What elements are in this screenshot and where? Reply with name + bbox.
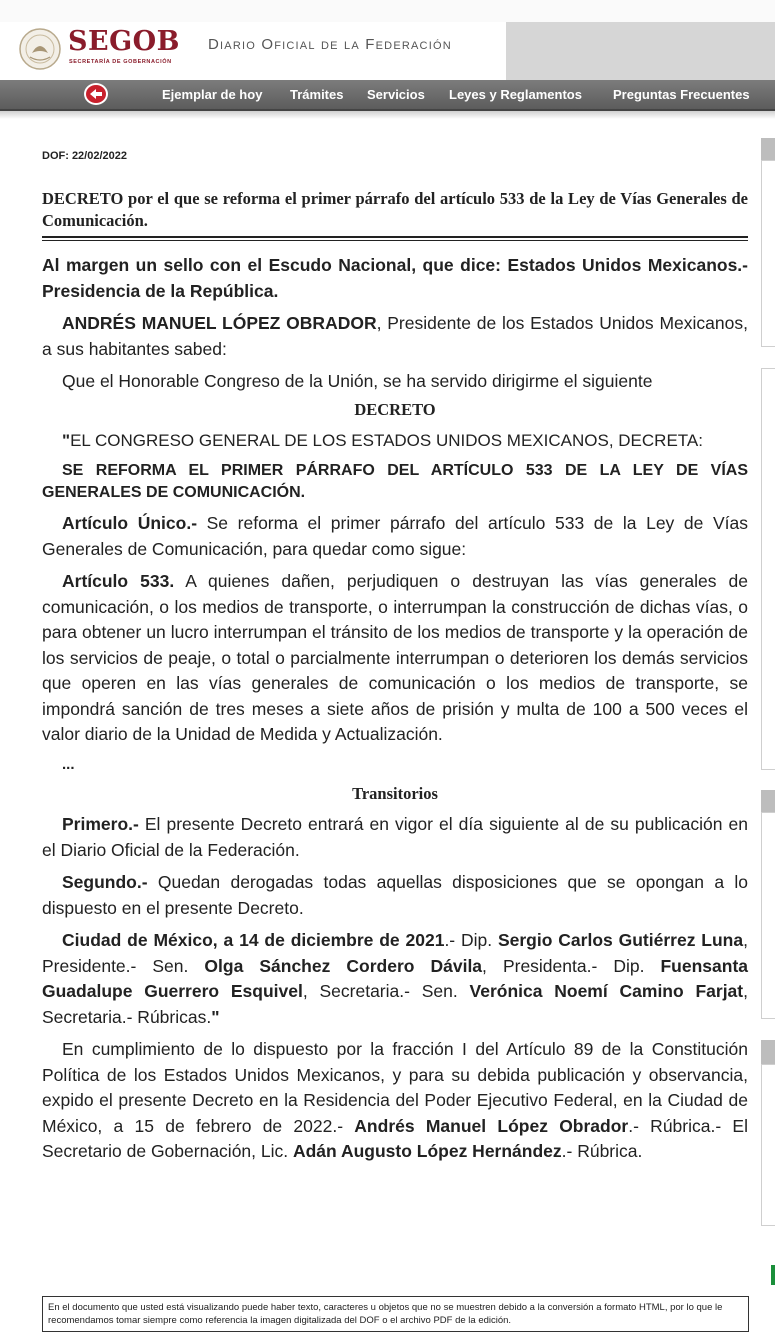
header-banner-area: [506, 22, 775, 80]
nav-ejemplar-de-hoy[interactable]: Ejemplar de hoy: [162, 87, 263, 102]
side-panel-header-3: [761, 1040, 775, 1064]
dof-date: DOF: 22/02/2022: [42, 150, 127, 162]
paragraph-reforma-heading: SE REFORMA EL PRIMER PÁRRAFO DEL ARTÍCULO 533 DE LA LEY DE VÍAS GENERALES DE COMUNICACIÓN.: [42, 462, 748, 501]
paragraph-president: [42, 311, 748, 362]
segundo-text: Quedan derogadas todas aquellas disposiciones que se opongan a lo dispuesto en el presente Decreto.: [42, 872, 748, 918]
signer-3: Fuensanta Guadalupe Guerrero Esquivel: [42, 955, 749, 1001]
president-name: ANDRÉS MANUEL LÓPEZ OBRADOR: [62, 313, 377, 333]
opening-quote: ": [62, 430, 71, 450]
title-divider: [42, 240, 748, 241]
document-title: DECRETO por el que se reforma el primer párrafo del artículo 533 de la Ley de Vías Generales de Comunicación.: [42, 188, 748, 238]
nav-tramites[interactable]: Trámites: [290, 87, 344, 102]
firmas-text-4: , Secretaria.- Sen.: [302, 981, 470, 1001]
firmas-text-1: .- Dip.: [444, 930, 498, 950]
nav-servicios[interactable]: Servicios: [367, 87, 425, 102]
side-panel-header-2: [761, 790, 775, 812]
paragraph-cumplimiento: [42, 1037, 748, 1165]
articulo-533-label: Artículo 533.: [62, 571, 175, 591]
closing-quote: ": [211, 1006, 220, 1027]
paragraph-seal: Al margen un sello con el Escudo Nacional, que dice: Estados Unidos Mexicanos.- Presidencia de la República.: [42, 255, 748, 301]
paragraph-primero: [42, 812, 748, 863]
side-panel-list: [761, 368, 775, 770]
side-panel-box-3: [761, 1064, 775, 1226]
side-panel-box-2: [761, 812, 775, 1019]
cumplimiento-text-3: .- Rúbrica.: [561, 1141, 643, 1161]
firmas-text-2: , Presidente.- Sen.: [42, 930, 748, 976]
nav-shadow: [0, 111, 775, 119]
paragraph-firmas: [42, 928, 748, 1030]
side-panel-header: [761, 138, 775, 160]
articulo-533-text: A quienes dañen, perjudiquen o destruyan las vías generales de comunicación, o los medios de transporte, o interrumpan la construcción de dichas vías, o para obtener un lucro interrumpan el tránsito de los medios de transporte y la operación de los servicios de peaje, o total o parcialmente interrumpan o deterioren los demás servicios que operen en las vías generales de comunicación o los medios de transporte, se impondrá sanción de tres meses a siete años de prisión y multa de 100 a 500 veces el valor diario de la Unidad de Medida y Actualización.: [42, 571, 748, 744]
firmas-text-3: , Presidenta.- Dip.: [482, 955, 661, 976]
articulo-unico-text: Se reforma el primer párrafo del artículo 533 de la Ley de Vías Generales de Comunicación, para quedar como sigue:: [42, 513, 748, 559]
segundo-label: Segundo.-: [62, 872, 148, 892]
signer-president: Andrés Manuel López Obrador: [354, 1115, 629, 1136]
back-arrow-icon: [86, 85, 106, 103]
segob-logo-subtitle: SECRETARÍA DE GOBERNACIÓN: [69, 59, 172, 65]
site-title[interactable]: Diario Oficial de la Federación: [208, 36, 452, 53]
segob-logo-text[interactable]: SEGOB: [68, 26, 180, 57]
firmas-text-5: , Secretaria.- Rúbricas.: [42, 981, 748, 1027]
side-panel-box: [761, 160, 775, 347]
ellipsis: ...: [62, 755, 75, 773]
home-button[interactable]: [84, 83, 108, 105]
browser-top-strip: [0, 0, 775, 23]
transitorios-heading: Transitorios: [352, 784, 438, 803]
paragraph-articulo-unico: [42, 511, 748, 562]
decreto-heading: DECRETO: [354, 399, 436, 419]
paragraph-congreso-text: EL CONGRESO GENERAL DE LOS ESTADOS UNIDOS MEXICANOS, DECRETA:: [70, 430, 703, 450]
cumplimiento-text-1: En cumplimiento de lo dispuesto por la fracción I del Artículo 89 de la Constitución Política de los Estados Unidos Mexicanos, y para su debida publicación y observancia, expido el presente Decreto en la Residencia del Poder Ejecutivo Federal, en la Ciudad de México, a 15 de febrero de 2022.-: [42, 1039, 748, 1136]
nav-preguntas-frecuentes[interactable]: Preguntas Frecuentes: [613, 87, 750, 102]
signer-1: Sergio Carlos Gutiérrez Luna: [497, 930, 744, 950]
site-header: [0, 22, 775, 80]
paragraph-congreso-decreta: [42, 428, 748, 454]
national-seal-icon: [18, 27, 62, 71]
signer-2: Olga Sánchez Cordero Dávila: [204, 955, 483, 976]
paragraph-articulo-533: [42, 569, 748, 748]
document-body: [42, 150, 748, 1165]
signer-secretario: Adán Augusto López Hernández: [292, 1141, 562, 1161]
cumplimiento-text-2: .- Rúbrica.- El Secretario de Gobernación, Lic.: [42, 1115, 748, 1161]
conversion-disclaimer: En el documento que usted está visualizando puede haber texto, caracteres u objetos que no se muestren debido a la conversión a formato HTML, por lo que le recomendamos tomar siempre como referencia la imagen digitalizada del DOF o el archivo PDF de la edición.: [42, 1296, 749, 1332]
articulo-unico-label: Artículo Único.-: [62, 513, 198, 533]
paragraph-president-text: , Presidente de los Estados Unidos Mexicanos, a sus habitantes sabed:: [42, 313, 748, 359]
main-nav: [0, 80, 775, 111]
home-arrow-icon: [86, 85, 106, 103]
primero-text: El presente Decreto entrará en vigor el día siguiente al de su publicación en el Diario Oficial de la Federación.: [42, 814, 748, 860]
firmas-place-date: Ciudad de México, a 14 de diciembre de 2021: [62, 930, 445, 950]
primero-label: Primero.-: [62, 814, 139, 834]
paragraph-congress: Que el Honorable Congreso de la Unión, se ha servido dirigirme el siguiente: [62, 371, 653, 391]
side-share-icon[interactable]: [771, 1265, 775, 1285]
signer-4: Verónica Noemí Camino Farjat: [469, 981, 744, 1001]
paragraph-segundo: [42, 870, 748, 921]
nav-leyes-y-reglamentos[interactable]: Leyes y Reglamentos: [449, 87, 582, 102]
